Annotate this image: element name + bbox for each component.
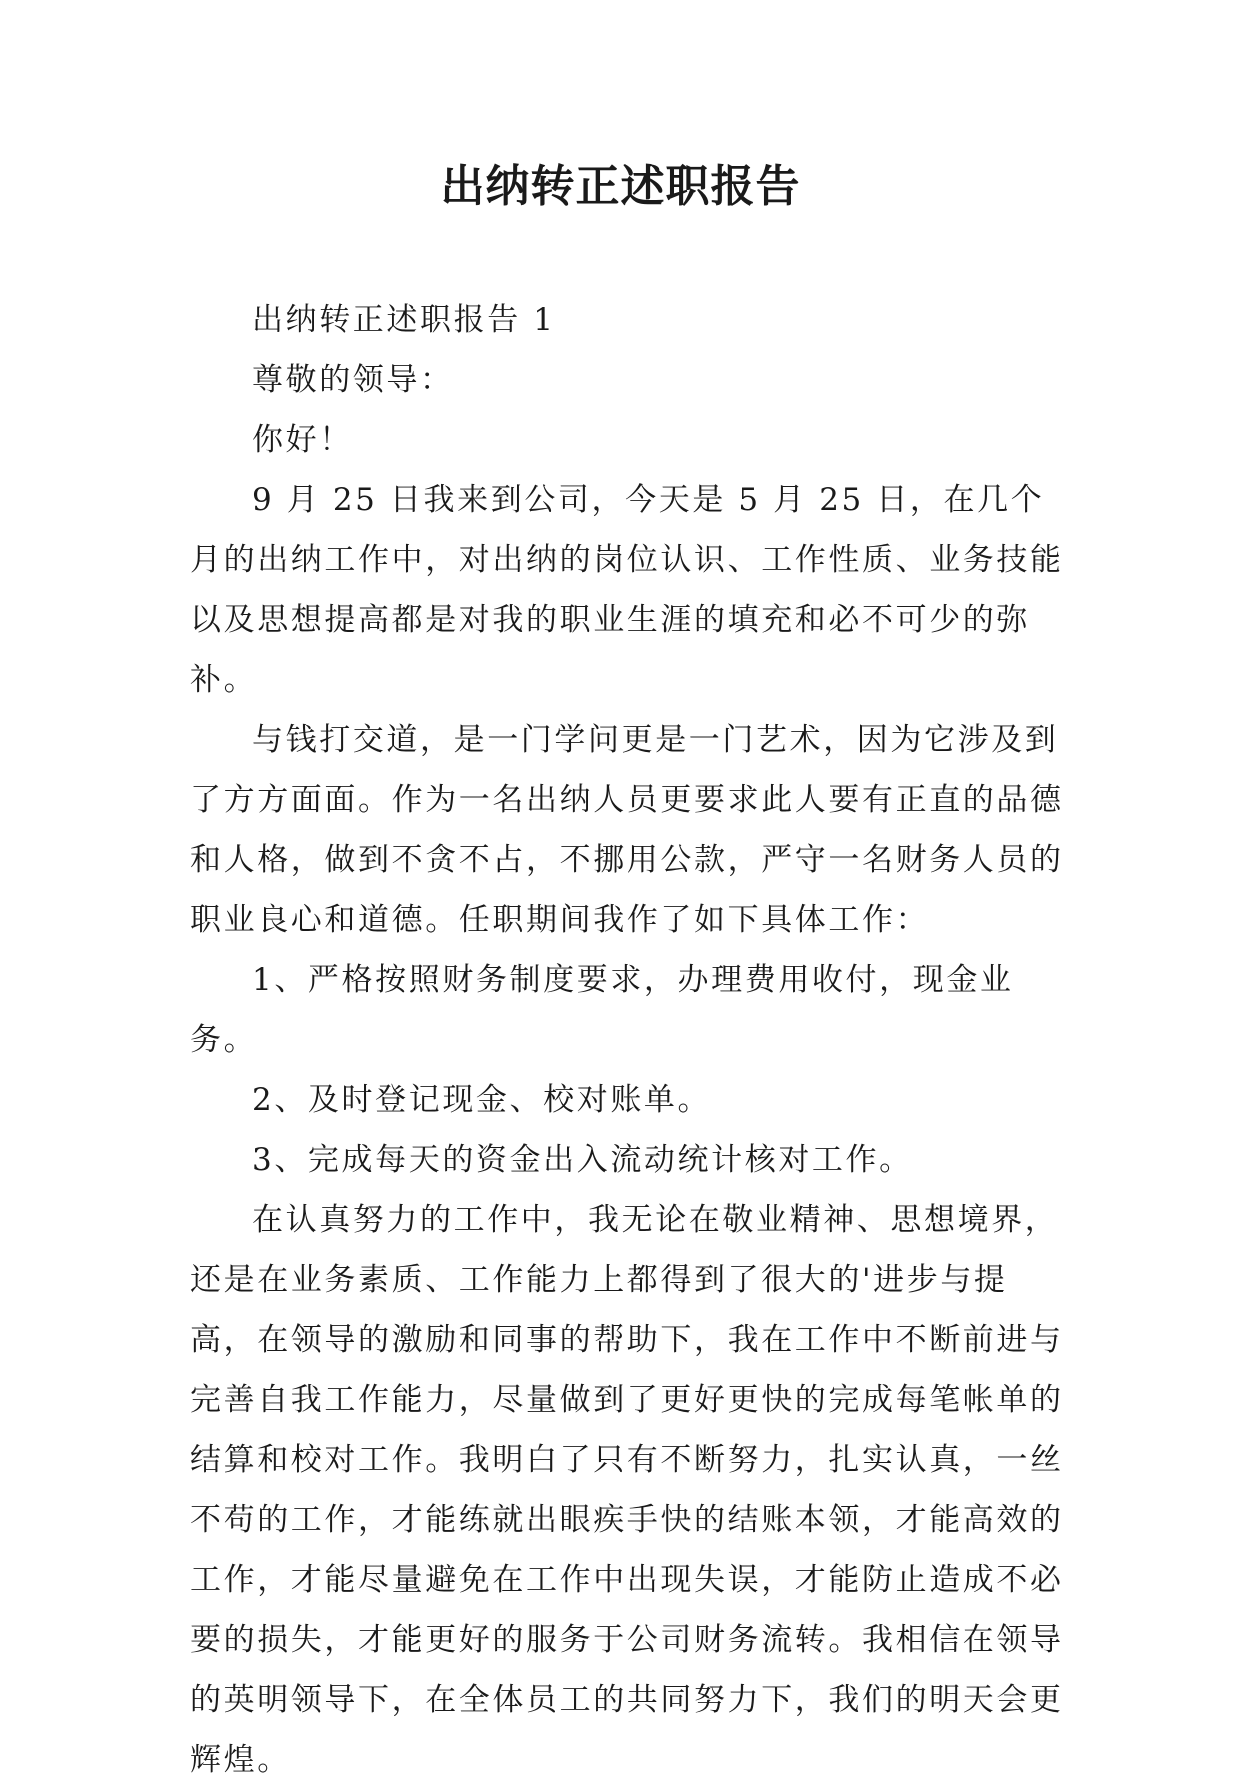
list-item-2: 2、及时登记现金、校对账单。 (252, 1082, 712, 1118)
paragraph-duties: 与钱打交道，是一门学问更是一门艺术，因为它涉及到了方方面面。作为一名出纳人员更要求此人要有正直的品德和人格，做到不贪不占，不挪用公款，严守一名财务人员的职业良心和道德。任职期间我作了如下具体工作： (190, 722, 1064, 938)
document-body (190, 290, 1070, 1790)
paragraph-intro: 9 月 25 日我来到公司，今天是 5 月 25 日，在几个月的出纳工作中，对出纳的岗位认识、工作性质、业务技能以及思想提高都是对我的职业生涯的填充和必不可少的弥补。 (190, 482, 1064, 698)
paragraph-greeting: 你好！ (252, 422, 353, 458)
document-title: 出纳转正述职报告 (440, 161, 801, 212)
list-item-1: 1、严格按照财务制度要求，办理费用收付，现金业务。 (190, 962, 1014, 1058)
paragraph-salutation: 尊敬的领导： (252, 362, 454, 398)
paragraph-heading: 出纳转正述职报告 1 (252, 302, 556, 338)
list-item-3: 3、完成每天的资金出入流动统计核对工作。 (252, 1142, 913, 1178)
paragraph-conclusion: 在认真努力的工作中，我无论在敬业精神、思想境界，还是在业务素质、工作能力上都得到了很大的'进步与提高，在领导的激励和同事的帮助下，我在工作中不断前进与完善自我工作能力，尽量做到了更好更快的完成每笔帐单的结算和校对工作。我明白了只有不断努力，扎实认真，一丝不苟的工作，才能练就出眼疾手快的结账本领，才能高效的工作，才能尽量避免在工作中出现失误，才能防止造成不必要的损失，才能更好的服务于公司财务流转。我相信在领导的英明领导下，在全体员工的共同努力下，我们的明天会更辉煌。 (190, 1202, 1064, 1778)
